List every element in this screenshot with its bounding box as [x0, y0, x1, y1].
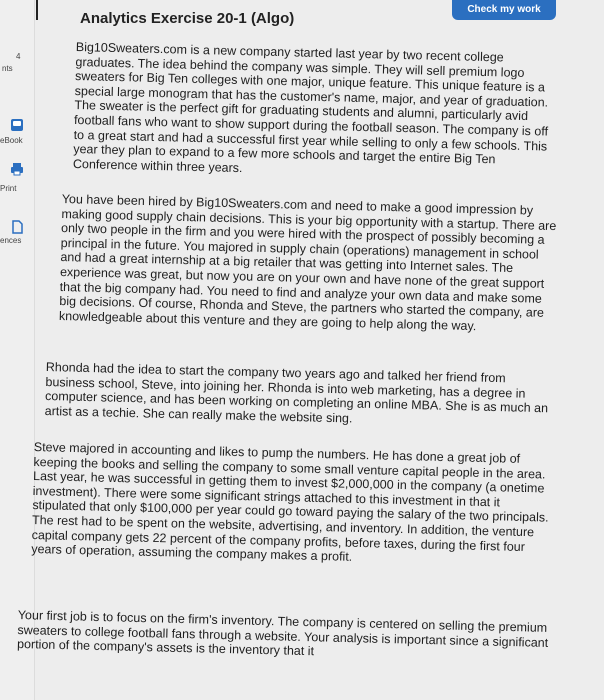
sidebar-item-label: nts: [2, 64, 13, 73]
paragraph-inventory: Your first job is to focus on the firm's inventory. The company is centered on selling the premium sweaters to college football fans through a website. Your analysis is important since a significant portion of the company's assets is the inventory that it: [16, 608, 549, 659]
sidebar-item-label: 4: [16, 52, 21, 61]
sidebar-item-label: eBook: [0, 136, 23, 145]
exercise-text: [0, 40, 604, 700]
sidebar-item-label: Print: [0, 184, 17, 193]
paragraph-hired: You have been hired by Big10Sweaters.com and need to make a good impression by making good supply chain decisions. This is your big opportunity with a startup. There are only two people in the firm and you were hired with the prospect of possibly becoming a principal in the future. You majored in supply chain (operations) management in school and had a great internship at a big retailer that was getting into Internet sales. The experience was great, but now you are on your own and have none of the great support that the big company had. You need to find and analyze your own data and make some big decisions. Of course, Rhonda and Steve, the partners who started the company, are knowledgeable about this venture and they are going to help along the way.: [58, 192, 557, 333]
divider: [36, 0, 38, 20]
paragraph-steve: Steve majored in accounting and likes to pump the numbers. He has done a great job of keeping the books and selling the company to some small venture capital people in the area. Last year, he was successful in getting them to invest $2,000,000 in the company (a onetime investment). There were some significant strings attached to this investment in that it stipulated that only $100,000 per year could go toward paying the salary of the two principals. The rest had to be spent on the website, advertising, and inventory. In addition, the venture capital company gets 22 percent of the company profits, before taxes, during the first four years of operation, assuming the company makes a profit.: [31, 440, 549, 564]
page-title: Analytics Exercise 20-1 (Algo): [80, 10, 295, 27]
check-my-work-button[interactable]: Check my work: [452, 0, 556, 20]
paragraph-intro: Big10Sweaters.com is a new company started last year by two recent college graduates. The idea behind the company was simple. They will sell premium logo sweaters for Big Ten colleges with one major, unique feature. This unique feature is a special large monogram that has the customer's name, major, and year of graduation. The sweater is the perfect gift for graduating students and alumni, particularly avid football fans who want to show support during the football season. The company is off to a great start and had a successful first year while selling to only a few schools. This year they plan to expand to a few more schools and target the entire Big Ten Conference within three years.: [72, 40, 549, 175]
paragraph-rhonda: Rhonda had the idea to start the company two years ago and talked her friend from business school, Steve, into joining her. Rhonda is into web marketing, has a degree in computer science, and has been working on completing an online MBA. She is as much an artist as a techie. She can really make the website sing.: [44, 360, 549, 426]
sidebar-item-label: ences: [0, 236, 22, 245]
